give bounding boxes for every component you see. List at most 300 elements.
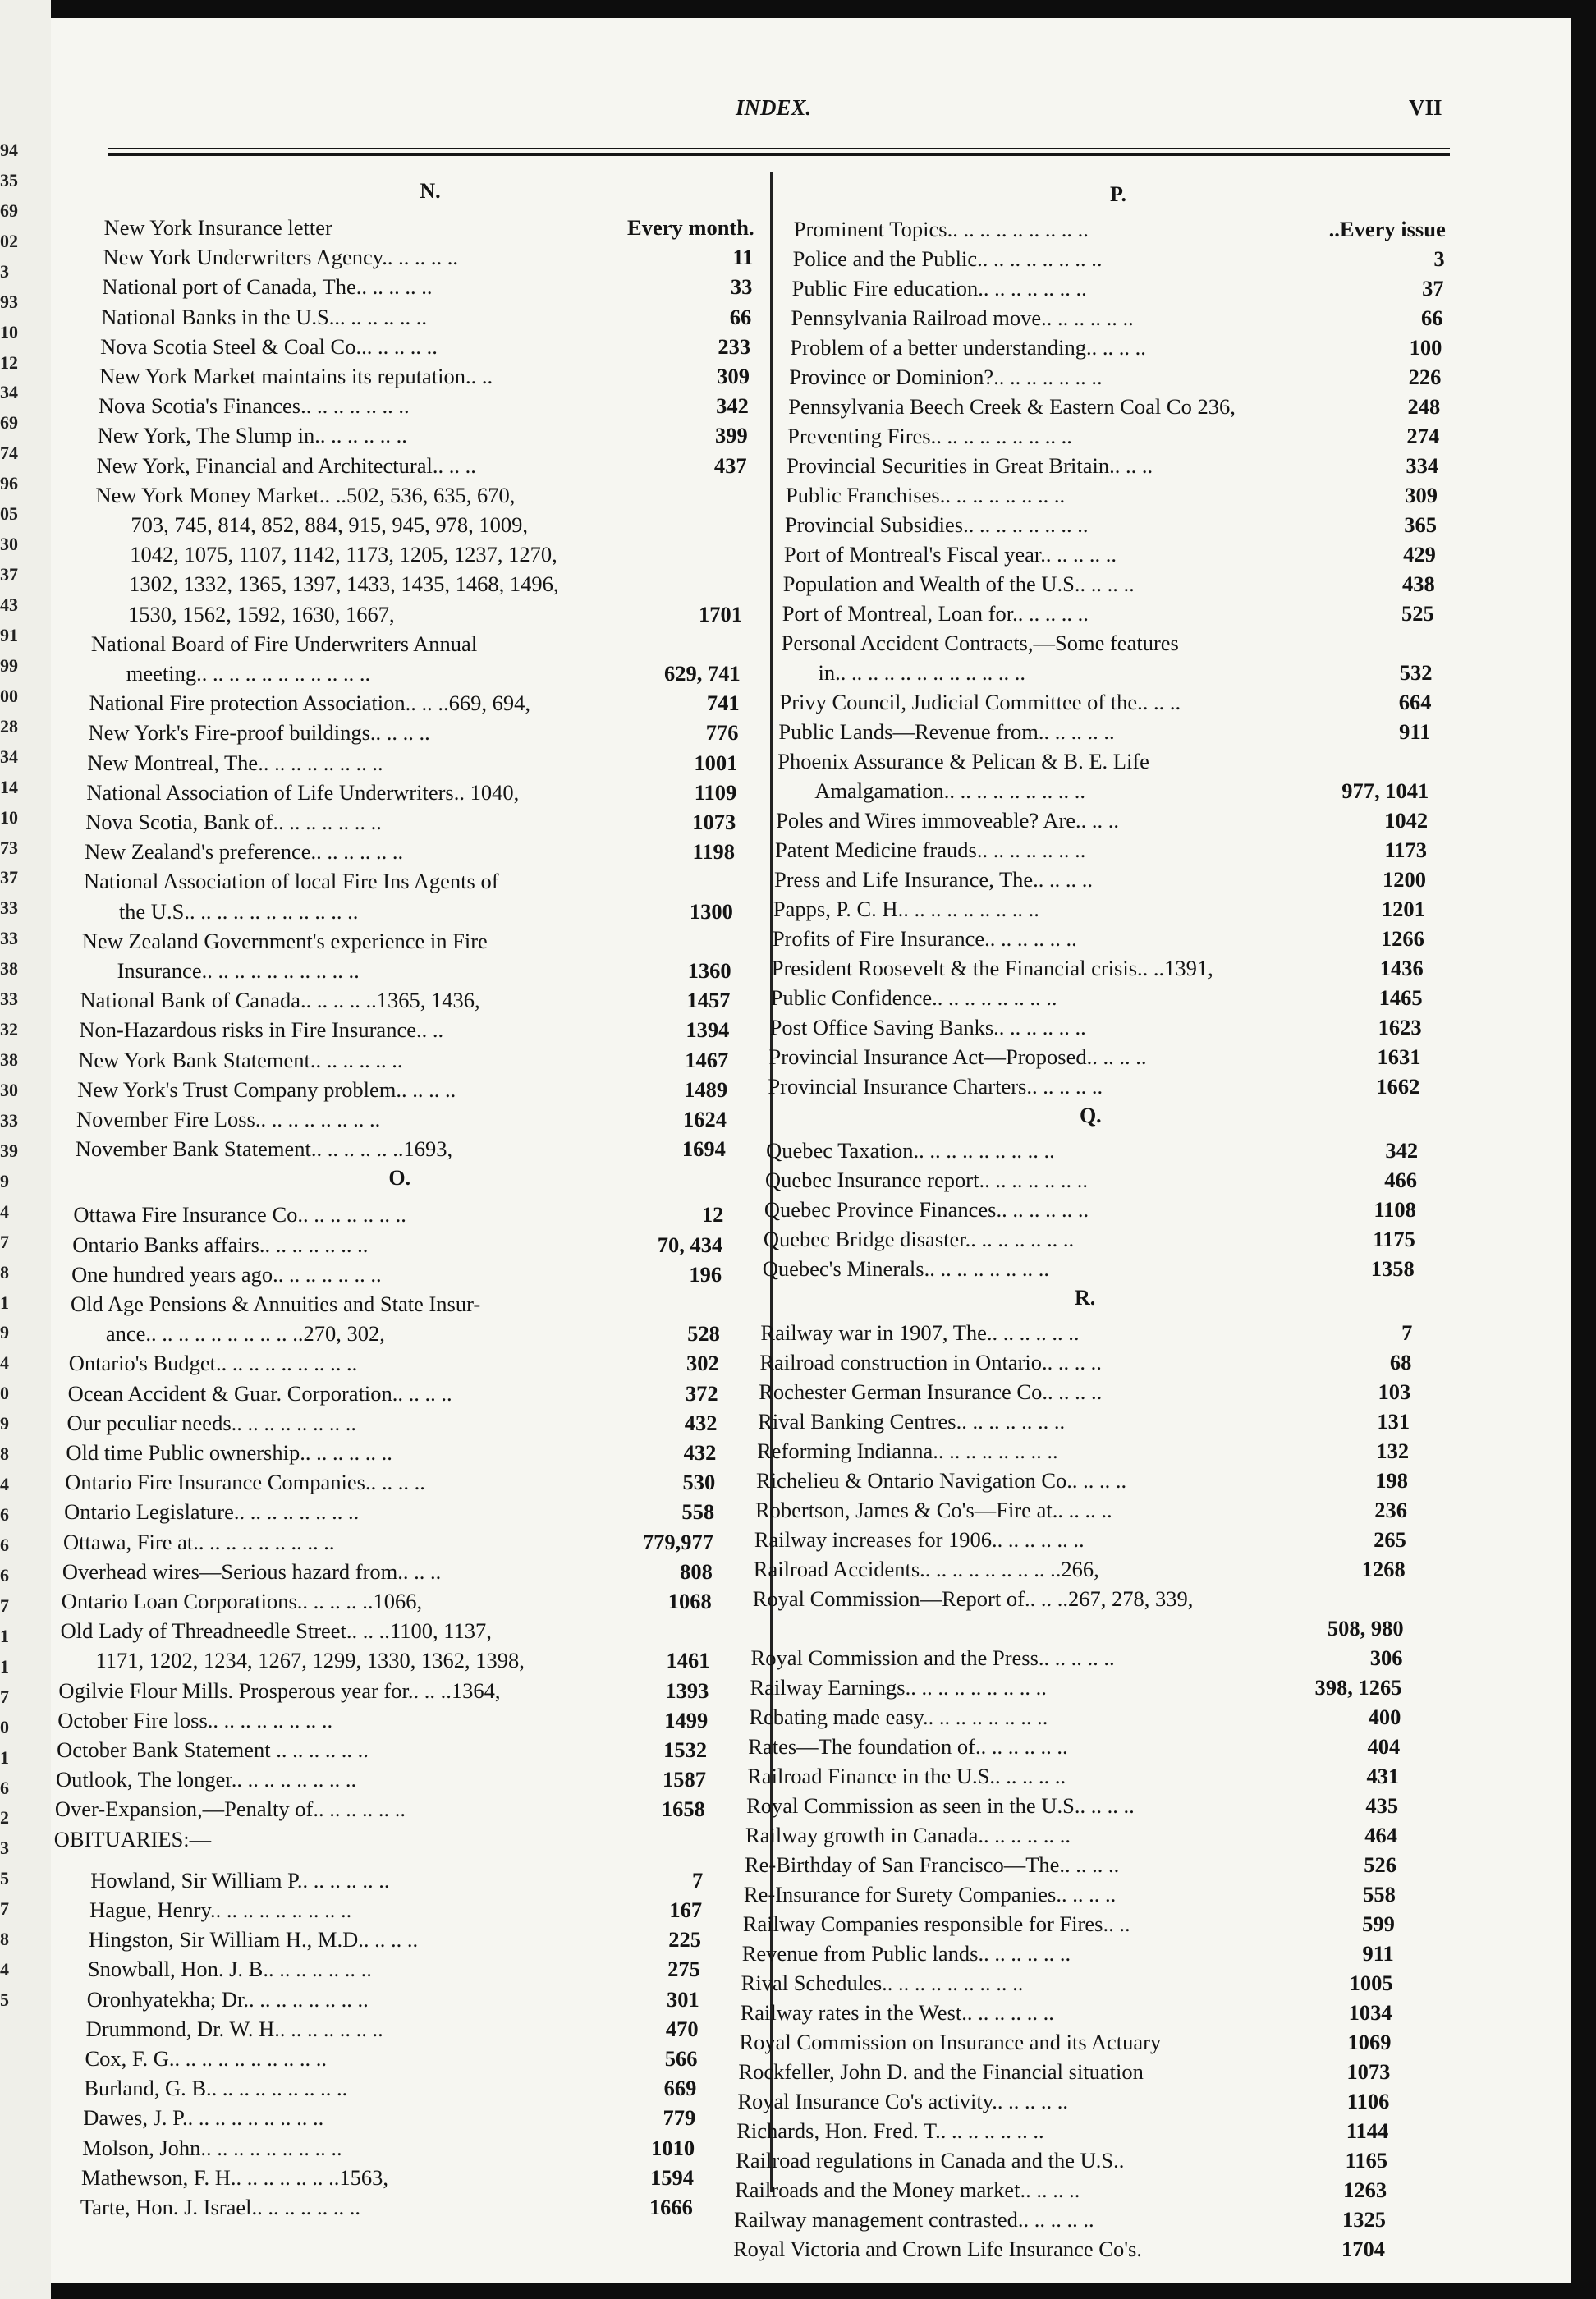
entry-page-reference: 1005 xyxy=(1349,1971,1393,1995)
entry-topic: Ogilvie Flour Mills. Prosperous year for.. .. ..1364, xyxy=(58,1677,501,1703)
index-entry xyxy=(784,542,1436,571)
entry-page-reference: 236 xyxy=(1374,1498,1407,1522)
entry-page-reference: 275 xyxy=(667,1957,700,1982)
entry-page-reference: 1704 xyxy=(1341,2237,1385,2261)
margin-number: 6 xyxy=(0,1504,9,1525)
index-entry-continuation xyxy=(819,660,1433,690)
margin-number: 0 xyxy=(0,1717,9,1737)
index-entry xyxy=(103,245,754,274)
entry-topic: Rival Banking Centres.. .. .. .. .. .. .. xyxy=(758,1409,1066,1434)
index-entry xyxy=(73,1202,723,1232)
index-entry xyxy=(753,1586,1405,1616)
index-entry xyxy=(765,1168,1417,1197)
page-number: VII xyxy=(1409,95,1442,120)
entry-topic: Rockfeller, John D. and the Financial situation xyxy=(738,2059,1144,2084)
entry-page-reference: 558 xyxy=(681,1499,715,1525)
entry-topic: Reforming Indianna.. .. .. .. .. .. .. .. xyxy=(757,1439,1058,1463)
entry-page-reference: 429 xyxy=(1403,542,1436,567)
margin-number: 28 xyxy=(0,716,18,737)
margin-number: 3 xyxy=(0,1838,9,1858)
entry-page-reference: 438 xyxy=(1402,571,1435,596)
margin-number: 1 xyxy=(0,1656,9,1677)
index-entry xyxy=(83,2105,695,2135)
index-entry xyxy=(766,1138,1418,1168)
index-entry xyxy=(792,276,1444,305)
entry-page-reference: 70, 434 xyxy=(657,1232,723,1257)
index-entry xyxy=(760,1320,1412,1350)
entry-page-reference: 1325 xyxy=(1342,2207,1387,2232)
entry-topic: Railroad Finance in the U.S.. .. .. .. .. xyxy=(747,1764,1066,1788)
entry-topic: Insurance.. .. .. .. .. .. .. .. .. .. xyxy=(117,958,360,983)
index-entry xyxy=(751,1645,1403,1675)
entry-page-reference: 530 xyxy=(682,1470,716,1495)
entry-page-reference: 11 xyxy=(732,245,754,270)
index-entry xyxy=(85,2046,698,2076)
index-entry xyxy=(100,334,750,364)
entry-topic: Robertson, James & Co's—Fire at.. .. .. .. xyxy=(754,1498,1112,1522)
entry-page-reference: 437 xyxy=(713,452,747,478)
margin-number: 8 xyxy=(0,1262,9,1283)
entry-topic: Nova Scotia Steel & Coal Co... .. .. .. .. xyxy=(100,333,438,359)
entry-page-reference: 1108 xyxy=(1374,1197,1416,1222)
margin-number: 32 xyxy=(0,1019,18,1039)
margin-number: 4 xyxy=(0,1959,9,1980)
margin-number: 4 xyxy=(0,1352,9,1373)
index-entry xyxy=(745,1823,1397,1852)
index-entry xyxy=(757,1439,1409,1468)
entry-topic: Outlook, The longer.. .. .. .. .. .. .. .. xyxy=(56,1767,357,1792)
entry-topic: Provincial Securities in Great Britain.. .. .. xyxy=(787,453,1153,478)
index-entry-continuation xyxy=(790,1616,1404,1645)
index-entry xyxy=(759,1350,1411,1379)
margin-number: 4 xyxy=(0,1474,9,1494)
entry-topic: Quebec Insurance report.. .. .. .. .. .. .. xyxy=(765,1168,1088,1192)
index-letter-heading: N. xyxy=(420,179,441,203)
entry-page-reference: 432 xyxy=(684,1410,718,1435)
entry-page-reference: 1457 xyxy=(686,988,731,1013)
index-entry xyxy=(90,1868,703,1897)
entry-topic: ance.. .. .. .. .. .. .. .. .. ..270, 302, xyxy=(105,1321,385,1347)
entry-page-reference: 1266 xyxy=(1380,926,1424,951)
entry-page-reference: 508, 980 xyxy=(1327,1616,1404,1641)
index-entry-continuation xyxy=(106,1321,720,1351)
entry-page-reference: 131 xyxy=(1377,1409,1410,1434)
entry-topic: Richelieu & Ontario Navigation Co.. .. .. .. xyxy=(756,1468,1127,1493)
entry-page-reference: 399 xyxy=(715,423,748,448)
index-entry-continuation xyxy=(131,512,745,542)
entry-page-reference: 7 xyxy=(1401,1320,1413,1345)
entry-page-reference: 309 xyxy=(717,364,750,388)
entry-topic: 1530, 1562, 1592, 1630, 1667, xyxy=(128,601,395,626)
entry-topic: Royal Commission as seen in the U.S.. .. .. .. xyxy=(746,1793,1135,1818)
entry-topic: Police and the Public.. .. .. .. .. .. .. .. xyxy=(792,246,1103,271)
entry-topic: Public Lands—Revenue from.. .. .. .. .. xyxy=(778,719,1115,744)
entry-topic: Railway growth in Canada.. .. .. .. .. .. xyxy=(745,1823,1071,1847)
entry-page-reference: 1631 xyxy=(1377,1044,1421,1069)
entry-page-reference: 1694 xyxy=(681,1136,726,1162)
index-letter-heading: R. xyxy=(1075,1286,1096,1310)
entry-page-reference: ..Every issue xyxy=(1328,217,1446,241)
entry-page-reference: 68 xyxy=(1389,1350,1412,1374)
entry-page-reference: 100 xyxy=(1409,335,1442,360)
entry-topic: Railway war in 1907, The.. .. .. .. .. .. xyxy=(760,1320,1080,1345)
index-entry xyxy=(750,1675,1401,1705)
entry-topic: Cox, F. G.. .. .. .. .. .. .. .. .. .. xyxy=(85,2046,328,2071)
margin-number: 7 xyxy=(0,1686,9,1707)
index-entry xyxy=(776,808,1428,837)
margin-number: 35 xyxy=(0,170,18,190)
index-entry xyxy=(57,1737,707,1767)
entry-page-reference: 1165 xyxy=(1345,2148,1388,2173)
index-entry-continuation xyxy=(129,571,743,601)
entry-topic: Quebec's Minerals.. .. .. .. .. .. .. .. xyxy=(762,1256,1049,1281)
entry-page-reference: 225 xyxy=(668,1927,701,1953)
index-entry xyxy=(771,985,1423,1015)
index-entry xyxy=(764,1197,1416,1227)
margin-number: 10 xyxy=(0,322,18,342)
entry-topic: Poles and Wires immoveable? Are.. .. .. xyxy=(776,808,1120,833)
index-entry-continuation xyxy=(128,602,742,631)
margin-number: 5 xyxy=(0,1989,9,2010)
entry-page-reference: 306 xyxy=(1369,1645,1403,1670)
entry-topic: Quebec Bridge disaster.. .. .. .. .. .. .. xyxy=(763,1227,1075,1251)
entry-page-reference: 466 xyxy=(1384,1168,1417,1192)
index-entry xyxy=(788,394,1440,424)
entry-topic: Royal Commission—Report of.. .. ..267, 278, 339, xyxy=(752,1586,1194,1611)
entry-page-reference: 1034 xyxy=(1348,2000,1392,2025)
entry-page-reference: 1360 xyxy=(687,958,732,983)
entry-topic: Post Office Saving Banks.. .. .. .. .. .. xyxy=(769,1015,1086,1039)
adjacent-page-strip xyxy=(0,0,51,2299)
entry-topic: Revenue from Public lands.. .. .. .. .. .. xyxy=(741,1941,1071,1966)
margin-number: 6 xyxy=(0,1535,9,1555)
entry-page-reference: 779 xyxy=(663,2105,696,2131)
entry-topic: Hingston, Sir William H., M.D.. .. .. .. xyxy=(88,1927,419,1953)
margin-number: 7 xyxy=(0,1595,9,1616)
entry-topic: Drummond, Dr. W. H.. .. .. .. .. .. .. xyxy=(85,2016,383,2041)
index-entry xyxy=(789,365,1441,394)
entry-page-reference: 1175 xyxy=(1373,1227,1415,1251)
entry-page-reference: 1068 xyxy=(667,1589,712,1613)
index-entry xyxy=(736,2118,1388,2148)
entry-topic: National Board of Fire Underwriters Annual xyxy=(90,631,478,656)
entry-page-reference: 1073 xyxy=(692,810,736,834)
entry-topic: Old Lady of Threadneedle Street.. .. ..1100, 1137, xyxy=(60,1618,492,1644)
entry-page-reference: 1624 xyxy=(682,1107,727,1131)
index-entry xyxy=(791,305,1443,335)
index-entry xyxy=(787,424,1439,453)
margin-number: 30 xyxy=(0,1080,18,1100)
index-entry xyxy=(87,750,737,780)
entry-topic: Personal Accident Contracts,—Some features xyxy=(781,631,1179,655)
margin-number: 14 xyxy=(0,777,18,797)
entry-page-reference: 911 xyxy=(1399,719,1431,744)
entry-topic: National port of Canada, The.. .. .. .. .. xyxy=(102,274,433,300)
index-letter-heading: O. xyxy=(388,1166,411,1191)
entry-page-reference: 226 xyxy=(1408,365,1442,389)
entry-topic: Nova Scotia, Bank of.. .. .. .. .. .. .. xyxy=(85,810,382,834)
index-entry xyxy=(71,1262,722,1292)
entry-topic: New York Underwriters Agency.. .. .. .. .. xyxy=(103,245,459,270)
entry-page-reference: 808 xyxy=(680,1558,713,1584)
header-rule-thin xyxy=(108,148,1450,149)
margin-number: 34 xyxy=(0,746,18,767)
index-entry xyxy=(756,1468,1408,1498)
entry-topic: Railroads and the Money market.. .. .. .. xyxy=(735,2177,1080,2202)
margin-number: 8 xyxy=(0,1443,9,1464)
index-entry xyxy=(769,1044,1421,1074)
index-entry xyxy=(97,453,747,483)
entry-topic: Ocean Accident & Guar. Corporation.. .. .. .. xyxy=(67,1380,452,1406)
header-rule-thick xyxy=(108,153,1450,156)
index-entry xyxy=(790,335,1442,365)
entry-topic: Port of Montreal, Loan for.. .. .. .. .. xyxy=(782,601,1089,626)
entry-page-reference: 1201 xyxy=(1381,897,1425,921)
margin-number: 0 xyxy=(0,1383,9,1403)
entry-topic: Non-Hazardous risks in Fire Insurance.. .. xyxy=(79,1017,444,1043)
index-entry xyxy=(61,1618,711,1648)
entry-page-reference: 1173 xyxy=(1384,837,1428,862)
entry-topic: Railway increases for 1906.. .. .. .. .. .. xyxy=(754,1527,1085,1552)
index-letter-heading: Q. xyxy=(1079,1104,1102,1127)
entry-topic: Railroad regulations in Canada and the U.S.. xyxy=(736,2148,1125,2173)
entry-page-reference: 1042 xyxy=(1384,808,1429,833)
index-entry xyxy=(88,1957,700,1986)
entry-page-reference: 532 xyxy=(1399,660,1433,685)
index-entry xyxy=(80,988,730,1017)
entry-page-reference: 1467 xyxy=(685,1047,729,1072)
index-entry xyxy=(85,839,735,869)
entry-topic: Oronhyatekha; Dr.. .. .. .. .. .. .. .. xyxy=(86,1986,369,2012)
margin-number: 34 xyxy=(0,382,18,402)
margin-number: 39 xyxy=(0,1140,18,1161)
index-entry xyxy=(754,1557,1406,1586)
index-entry-continuation xyxy=(119,899,733,929)
index-entry xyxy=(62,1589,712,1618)
index-entry xyxy=(79,1017,729,1047)
entry-topic: Royal Commission and the Press.. .. .. .. .. xyxy=(750,1645,1115,1670)
entry-topic: Old Age Pensions & Annuities and State Insur- xyxy=(70,1292,481,1316)
entry-topic: Richards, Hon. Fred. T.. .. .. .. .. .. .. xyxy=(736,2118,1044,2143)
entry-topic: Dawes, J. P.. .. .. .. .. .. .. .. .. xyxy=(83,2105,324,2131)
index-entry xyxy=(733,2237,1385,2266)
entry-page-reference: 66 xyxy=(729,304,752,329)
index-entry xyxy=(91,631,741,661)
entry-page-reference: 248 xyxy=(1407,394,1441,419)
index-entry xyxy=(101,305,751,334)
entry-topic: October Bank Statement .. .. .. .. .. .. xyxy=(57,1737,369,1762)
margin-number: 8 xyxy=(0,1929,9,1949)
index-entry xyxy=(770,1015,1422,1044)
entry-page-reference: 1394 xyxy=(686,1017,730,1043)
margin-number: 37 xyxy=(0,867,18,888)
entry-page-reference: 1436 xyxy=(1379,956,1424,980)
entry-topic: Railway Companies responsible for Fires.. .. xyxy=(742,1911,1130,1936)
index-entry-continuation xyxy=(814,778,1429,808)
entry-topic: President Roosevelt & the Financial crisis.. ..1391, xyxy=(771,956,1213,980)
entry-page-reference: 1001 xyxy=(694,750,738,775)
entry-page-reference: 33 xyxy=(730,274,753,300)
entry-topic: Railway rates in the West.. .. .. .. .. .. xyxy=(740,2000,1054,2025)
entry-page-reference: 1461 xyxy=(666,1648,710,1673)
index-entry xyxy=(755,1498,1407,1527)
entry-topic: Ottawa Fire Insurance Co.. .. .. .. .. .. .. xyxy=(73,1202,406,1228)
margin-number: 33 xyxy=(0,989,18,1009)
entry-page-reference: 911 xyxy=(1362,1941,1394,1966)
entry-topic: October Fire loss.. .. .. .. .. .. .. .. xyxy=(57,1707,333,1732)
margin-number: 94 xyxy=(0,140,18,160)
margin-number: 30 xyxy=(0,534,18,554)
index-entry xyxy=(99,393,749,423)
index-entry xyxy=(736,2148,1387,2177)
margin-number: 6 xyxy=(0,1565,9,1585)
entry-page-reference: 1658 xyxy=(661,1797,705,1822)
entry-page-reference: 342 xyxy=(716,393,749,419)
entry-topic: 1042, 1075, 1107, 1142, 1173, 1205, 1237, 1270, xyxy=(130,542,557,567)
entry-topic: 1171, 1202, 1234, 1267, 1299, 1330, 1362, 1398, xyxy=(95,1648,525,1673)
entry-page-reference: 1594 xyxy=(650,2164,695,2190)
index-entry xyxy=(87,1987,699,2017)
entry-page-reference: 629, 741 xyxy=(664,661,741,686)
entry-topic: National Fire protection Association.. .. ..669, 694, xyxy=(89,691,530,716)
entry-page-reference: 566 xyxy=(664,2046,698,2071)
index-entry xyxy=(98,423,748,452)
entry-page-reference: 464 xyxy=(1364,1823,1398,1847)
index-entry xyxy=(80,2195,693,2224)
entry-page-reference: 404 xyxy=(1367,1734,1401,1759)
entry-topic: New Zealand Government's experience in Fire xyxy=(81,928,488,953)
entry-topic: New York, The Slump in.. .. .. .. .. .. xyxy=(97,423,407,448)
entry-topic: Public Confidence.. .. .. .. .. .. .. .. xyxy=(770,985,1057,1010)
index-entry xyxy=(67,1411,718,1440)
entry-topic: Press and Life Insurance, The.. .. .. .. xyxy=(773,867,1094,892)
index-entry xyxy=(773,926,1424,956)
index-entry xyxy=(742,1941,1394,1971)
entry-topic: 1302, 1332, 1365, 1397, 1433, 1435, 1468, 1496, xyxy=(129,571,559,597)
entry-topic: Molson, John.. .. .. .. .. .. .. .. .. xyxy=(82,2135,342,2160)
entry-topic: New York's Trust Company problem.. .. .. .. xyxy=(77,1076,456,1102)
entry-page-reference: 526 xyxy=(1364,1852,1396,1877)
entry-topic: New York Insurance letter xyxy=(103,215,332,240)
entry-page-reference: 1465 xyxy=(1378,985,1423,1010)
entry-page-reference: 302 xyxy=(686,1351,719,1376)
index-entry xyxy=(65,1470,715,1499)
entry-topic: Rival Schedules.. .. .. .. .. .. .. .. .. xyxy=(741,1971,1024,1995)
entry-page-reference: 1144 xyxy=(1346,2118,1389,2143)
margin-number: 7 xyxy=(0,1898,9,1919)
entry-topic: Royal Insurance Co's activity.. .. .. .. .. xyxy=(737,2089,1069,2113)
entry-page-reference: 1662 xyxy=(1376,1074,1420,1099)
entry-page-reference: 664 xyxy=(1398,690,1432,714)
entry-topic: 703, 745, 814, 852, 884, 915, 945, 978, 1009, xyxy=(131,512,529,537)
index-entry xyxy=(748,1734,1400,1764)
entry-page-reference: 431 xyxy=(1366,1764,1400,1788)
index-entry xyxy=(764,1227,1415,1256)
entry-topic: New York's Fire-proof buildings.. .. .. .. xyxy=(88,720,430,746)
margin-number: 5 xyxy=(0,1868,9,1888)
margin-number: 05 xyxy=(0,503,18,524)
entry-page-reference: 198 xyxy=(1375,1468,1409,1493)
index-entry xyxy=(78,1048,728,1077)
entry-page-reference: 7 xyxy=(691,1867,704,1893)
entry-topic: November Fire Loss.. .. .. .. .. .. .. .. xyxy=(76,1107,381,1131)
margin-number: 96 xyxy=(0,473,18,493)
index-entry xyxy=(82,2136,695,2165)
entry-page-reference: 435 xyxy=(1365,1793,1399,1818)
entry-topic: Royal Commission on Insurance and its Actuary xyxy=(739,2030,1162,2054)
entry-topic: Re-Birthday of San Francisco—The.. .. .. .. xyxy=(744,1852,1120,1877)
index-entry xyxy=(66,1440,716,1470)
entry-page-reference: 309 xyxy=(1405,483,1438,507)
entry-page-reference: 1587 xyxy=(663,1767,707,1792)
entry-topic: Mathewson, F. H.. .. .. .. .. .. ..1563, xyxy=(81,2164,389,2190)
index-entry xyxy=(740,2030,1392,2059)
index-entry xyxy=(85,810,736,839)
entry-page-reference: 1499 xyxy=(664,1707,709,1732)
index-entry xyxy=(763,1256,1415,1286)
entry-topic: Provincial Subsidies.. .. .. .. .. .. .. .. xyxy=(784,512,1089,537)
entry-topic: Our peculiar needs.. .. .. .. .. .. .. .. xyxy=(66,1410,357,1435)
entry-page-reference: 103 xyxy=(1378,1379,1411,1404)
entry-page-reference: 470 xyxy=(665,2016,699,2041)
entry-topic: National Bank of Canada.. .. .. .. ..1365, 1436, xyxy=(80,988,480,1013)
entry-page-reference: 1073 xyxy=(1346,2059,1391,2084)
entry-page-reference: 1268 xyxy=(1361,1557,1406,1581)
entry-topic: New Zealand's preference.. .. .. .. .. .. xyxy=(85,839,404,865)
entry-topic: Old time Public ownership.. .. .. .. .. .. xyxy=(66,1440,392,1465)
entry-page-reference: 1532 xyxy=(663,1737,708,1762)
margin-number: 9 xyxy=(0,1171,9,1191)
entry-page-reference: 1109 xyxy=(694,779,737,805)
entry-topic: Public Fire education.. .. .. .. .. .. .. xyxy=(791,276,1087,301)
index-entry xyxy=(782,601,1434,631)
entry-topic: Papps, P. C. H.. .. .. .. .. .. .. .. .. xyxy=(773,897,1039,921)
index-entry xyxy=(104,215,754,245)
entry-page-reference: 1623 xyxy=(1378,1015,1422,1039)
entry-page-reference: 1358 xyxy=(1370,1256,1415,1281)
index-entry xyxy=(786,483,1438,512)
entry-topic: Amalgamation.. .. .. .. .. .. .. .. .. xyxy=(814,778,1085,803)
entry-topic: Province or Dominion?.. .. .. .. .. .. .. xyxy=(789,365,1103,389)
entry-page-reference: 779,977 xyxy=(642,1529,714,1554)
entry-topic: Railroad Accidents.. .. .. .. .. .. .. .. ..266, xyxy=(753,1557,1099,1581)
entry-page-reference: 233 xyxy=(718,333,751,359)
margin-number: 73 xyxy=(0,837,18,858)
index-entry xyxy=(783,571,1435,601)
entry-topic: Overhead wires—Serious hazard from.. .. .. xyxy=(62,1558,442,1584)
margin-number: 3 xyxy=(0,261,9,282)
index-entry xyxy=(58,1678,709,1708)
index-entry xyxy=(86,2017,699,2046)
entry-topic: Howland, Sir William P.. .. .. .. .. .. xyxy=(90,1867,390,1893)
index-entry xyxy=(89,691,740,720)
index-entry xyxy=(738,2059,1390,2089)
margin-number: 99 xyxy=(0,655,18,676)
entry-page-reference: 1198 xyxy=(692,839,736,865)
index-entry xyxy=(759,1379,1410,1409)
index-entry xyxy=(77,1077,727,1107)
index-entry xyxy=(741,1971,1393,2000)
margin-number: 69 xyxy=(0,412,18,433)
entry-page-reference: 196 xyxy=(689,1261,722,1287)
entry-topic: Rochester German Insurance Co.. .. .. .. xyxy=(759,1379,1103,1404)
index-entry xyxy=(76,1136,726,1166)
entry-topic: Re-Insurance for Surety Companies.. .. .. .. xyxy=(743,1882,1117,1907)
index-entry xyxy=(89,720,739,750)
margin-number: 2 xyxy=(0,1807,9,1828)
margin-number: 1 xyxy=(0,1747,9,1768)
entry-topic: Burland, G. B.. .. .. .. .. .. .. .. .. xyxy=(84,2076,348,2101)
